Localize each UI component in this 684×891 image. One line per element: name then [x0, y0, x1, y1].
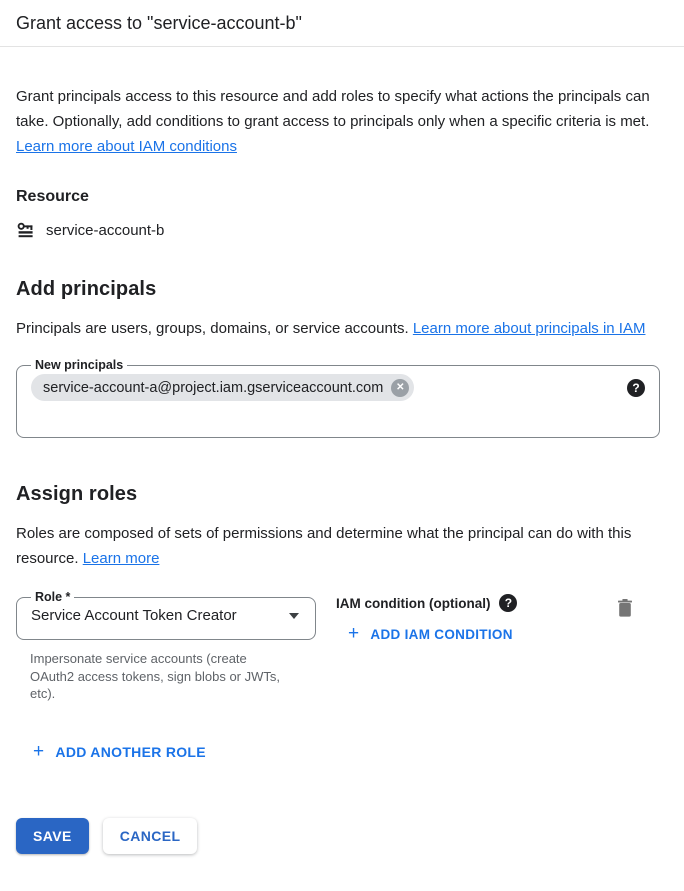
dialog-title: Grant access to "service-account-b": [16, 13, 302, 33]
intro-text-span: Grant principals access to this resource and add roles to specify what actions the principals can take. Optionally, add conditions to grant access to principals only when a specific criteria is met.: [16, 88, 650, 130]
role-description: Impersonate service accounts (create OAuth2 access tokens, sign blobs or JWTs, etc).: [30, 651, 280, 701]
iam-condition-label-row: [336, 594, 517, 612]
cancel-button[interactable]: CANCEL: [103, 818, 198, 854]
resource-name: service-account-b: [46, 221, 165, 239]
close-icon[interactable]: ✕: [391, 379, 409, 397]
assign-roles-heading: Assign roles: [16, 483, 138, 505]
delete-role-button[interactable]: [616, 598, 634, 622]
trash-icon: [616, 607, 634, 622]
assign-roles-text-span: Roles are composed of sets of permissions and determine what the principal can do with this resource.: [16, 525, 632, 567]
add-principals-heading: Add principals: [16, 278, 157, 300]
resource-heading: Resource: [16, 188, 89, 205]
new-principals-field[interactable]: [16, 358, 660, 438]
new-principals-body: [29, 372, 647, 427]
arrow-drop-down-icon: [289, 613, 299, 619]
iam-condition-label: IAM condition (optional): [336, 595, 491, 611]
add-principals-text-span: Principals are users, groups, domains, or service accounts.: [16, 320, 413, 337]
add-iam-condition-button[interactable]: [348, 625, 513, 644]
role-select[interactable]: [16, 590, 316, 640]
learn-more-iam-conditions-link[interactable]: Learn more about IAM conditions: [16, 138, 237, 155]
assign-roles-description: [16, 521, 660, 571]
role-selected-value: Service Account Token Creator: [31, 607, 237, 624]
save-button[interactable]: SAVE: [16, 818, 89, 854]
add-another-role-label: ADD ANOTHER ROLE: [55, 744, 206, 760]
role-value-row[interactable]: [29, 604, 303, 624]
add-principals-description: [16, 316, 660, 341]
delete-role-column: [616, 590, 660, 703]
principal-chip-value: service-account-a@project.iam.gserviceaccount.com: [43, 379, 384, 396]
service-account-key-icon: [16, 220, 36, 240]
role-column: [16, 590, 316, 703]
resource-row: [16, 220, 660, 240]
intro-text: [16, 84, 660, 159]
dialog-header: [0, 0, 684, 47]
add-another-role-button[interactable]: [33, 740, 206, 762]
plus-icon: +: [33, 740, 45, 762]
dialog-footer: [0, 818, 684, 854]
iam-condition-column: [336, 590, 517, 703]
new-principals-label: New principals: [35, 358, 124, 372]
role-row: [16, 590, 660, 703]
plus-icon: +: [348, 623, 360, 644]
add-iam-condition-label: ADD IAM CONDITION: [370, 627, 513, 642]
help-icon[interactable]: ?: [499, 594, 517, 612]
help-icon[interactable]: ?: [627, 379, 645, 397]
learn-more-roles-link[interactable]: Learn more: [82, 550, 160, 567]
principal-chip[interactable]: [31, 374, 414, 401]
learn-more-principals-link[interactable]: Learn more about principals in IAM: [412, 320, 646, 337]
dialog-body: [0, 84, 684, 763]
role-label: Role *: [35, 590, 71, 604]
